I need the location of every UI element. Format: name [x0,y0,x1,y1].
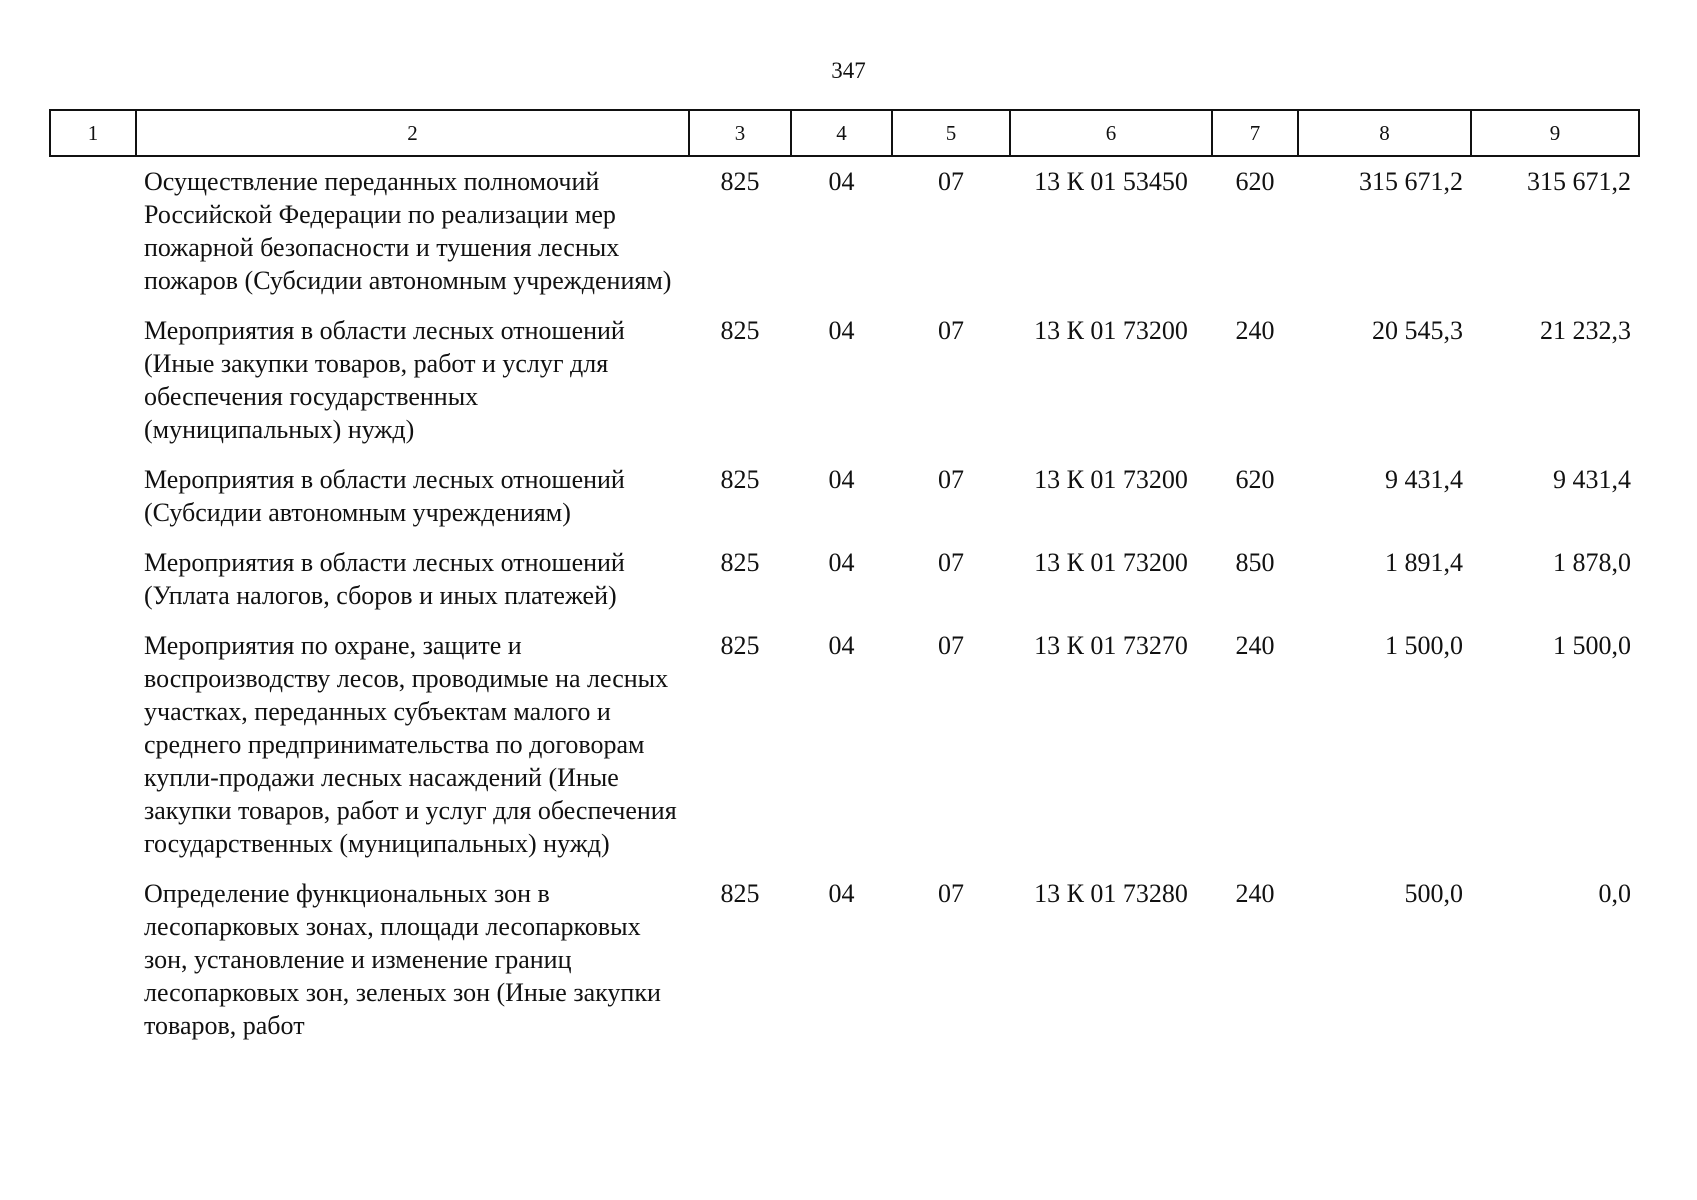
section-code: 04 [828,465,855,494]
expense-name: Мероприятия в области лесных отношений (Уплата налогов, сборов и иных платежей) [144,548,625,610]
target-article-code: 13 К 01 73280 [1034,879,1188,908]
ministry-code: 825 [720,548,760,577]
expense-name: Осуществление переданных полномочий Российской Федерации по реализации мер пожарной безопасности и тушения лесных пожаров (Субсидии автономным учреждениям) [144,167,672,295]
expense-name: Мероприятия в области лесных отношений (Иные закупки товаров, работ и услуг для обеспечения государственных (муниципальных) нужд) [144,316,625,444]
subsection-code: 07 [938,548,964,577]
amount-year-2: 315 671,2 [1527,167,1631,196]
expense-name: Определение функциональных зон в лесопарковых зонах, площади лесопарковых зон, установление и изменение границ лесопарковых зон, зеленых зон (Иные закупки товаров, работ [144,879,661,1040]
row-index-cell [50,455,136,538]
row-index-cell [50,621,136,869]
section-code: 04 [828,167,855,196]
subsection-code: 07 [938,316,964,345]
expense-type-code: 240 [1235,631,1275,660]
expense-type-code: 620 [1235,167,1275,196]
col-header-6: 6 [1010,110,1212,156]
amount-year-2: 1 500,0 [1553,631,1631,660]
expense-name: Мероприятия в области лесных отношений (Субсидии автономным учреждениям) [144,465,625,527]
expense-type-code: 240 [1235,879,1275,908]
budget-table [49,109,1640,1051]
table-row [50,869,1639,1051]
table-row [50,621,1639,869]
section-code: 04 [828,548,855,577]
col-header-7: 7 [1212,110,1298,156]
row-index-cell [50,306,136,455]
amount-year-1: 1 891,4 [1385,548,1463,577]
section-code: 04 [828,316,855,345]
expense-type-code: 620 [1235,465,1275,494]
table-row [50,306,1639,455]
expense-name: Мероприятия по охране, защите и воспроизводству лесов, проводимые на лесных участках, переданных субъектам малого и среднего предпринимательства по договорам купли-продажи лесных насаждений (Иные закупки товаров, работ и услуг для обеспечения государственных (муниципальных) нужд) [144,631,677,858]
target-article-code: 13 К 01 73200 [1034,465,1188,494]
page-number: 347 [831,58,866,83]
amount-year-1: 500,0 [1404,879,1463,908]
amount-year-2: 9 431,4 [1553,465,1631,494]
ministry-code: 825 [720,316,760,345]
section-code: 04 [828,879,855,908]
amount-year-1: 9 431,4 [1385,465,1463,494]
target-article-code: 13 К 01 73200 [1034,548,1188,577]
col-header-5: 5 [892,110,1010,156]
row-index-cell [50,156,136,306]
amount-year-1: 1 500,0 [1385,631,1463,660]
col-header-9: 9 [1471,110,1639,156]
table-row [50,156,1639,306]
ministry-code: 825 [720,879,760,908]
col-header-1: 1 [50,110,136,156]
ministry-code: 825 [720,167,760,196]
column-number-header [50,110,1639,156]
subsection-code: 07 [938,631,964,660]
target-article-code: 13 К 01 73200 [1034,316,1188,345]
subsection-code: 07 [938,465,964,494]
amount-year-1: 20 545,3 [1372,316,1463,345]
table-row [50,538,1639,621]
row-index-cell [50,538,136,621]
subsection-code: 07 [938,879,964,908]
col-header-4: 4 [791,110,892,156]
expense-type-code: 240 [1235,316,1275,345]
amount-year-2: 21 232,3 [1540,316,1631,345]
ministry-code: 825 [720,631,760,660]
amount-year-2: 1 878,0 [1553,548,1631,577]
col-header-3: 3 [689,110,791,156]
amount-year-1: 315 671,2 [1359,167,1463,196]
section-code: 04 [828,631,855,660]
table-row [50,455,1639,538]
row-index-cell [50,869,136,1051]
expense-type-code: 850 [1235,548,1275,577]
amount-year-2: 0,0 [1598,879,1631,908]
target-article-code: 13 К 01 73270 [1034,631,1188,660]
ministry-code: 825 [720,465,760,494]
col-header-2: 2 [136,110,689,156]
subsection-code: 07 [938,167,964,196]
target-article-code: 13 К 01 53450 [1034,167,1188,196]
col-header-8: 8 [1298,110,1471,156]
